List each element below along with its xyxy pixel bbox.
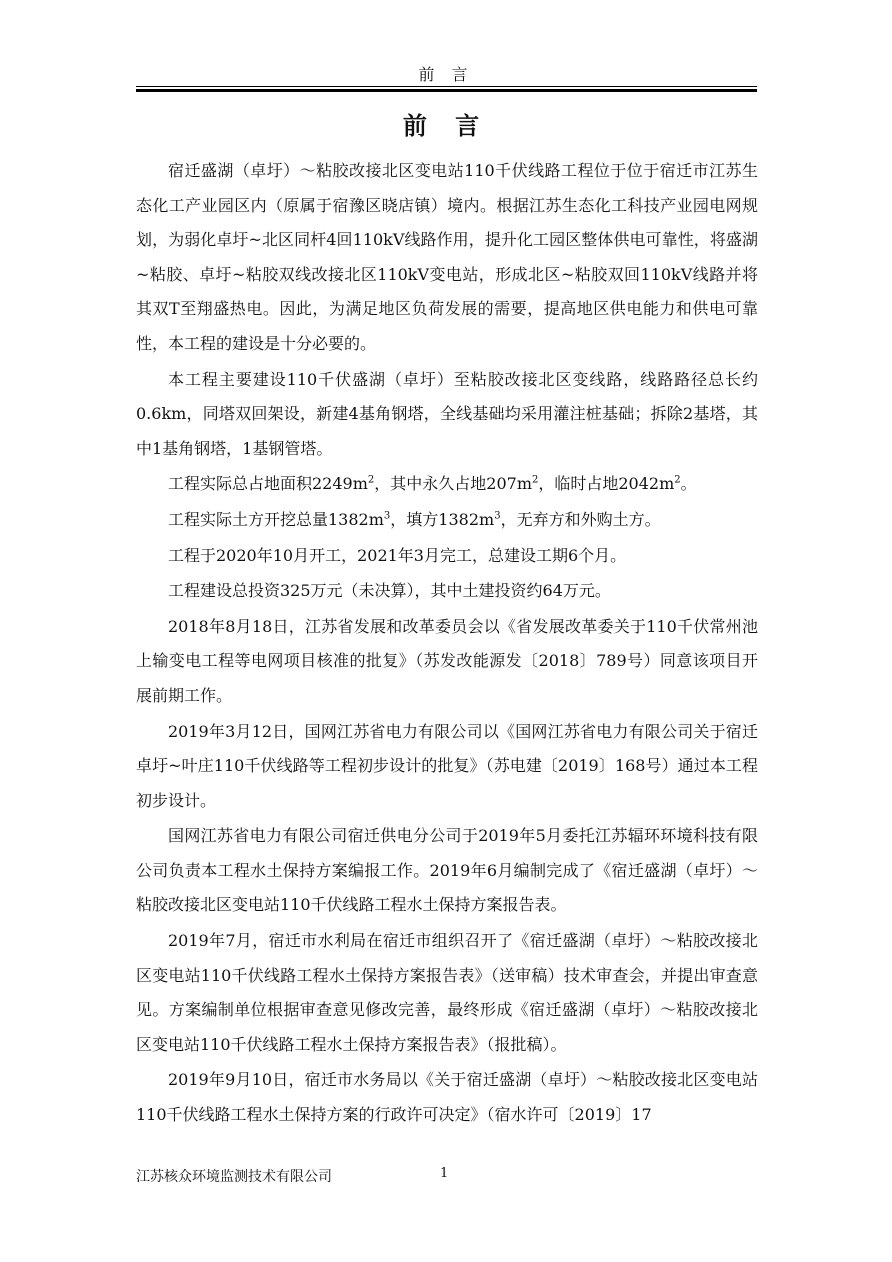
paragraph-review-meeting: 2019年7月，宿迁市水利局在宿迁市组织召开了《宿迁盛湖（卓圩）～粘胶改接北区变电站110千伏线路工程水土保持方案报告表》（送审稿）技术审查会，并提出审查意见。方案编制单位根据审查意见修改完善，最终形成《宿迁盛湖（卓圩）～粘胶改接北区变电站110千伏线路工程水土保持方案报告表》（报批稿）。 [136,931,758,1054]
paragraph-earthwork [136,503,758,538]
paragraph-commission: 国网江苏省电力有限公司宿迁供电分公司于2019年5月委托江苏辐环环境科技有限公司负责本工程水土保持方案编报工作。2019年6月编制完成了《宿迁盛湖（卓圩）～粘胶改接北区变电站110千伏线路工程水土保持方案报告表。 [136,826,758,915]
text-segment: ，无弃方和外购土方。 [500,509,661,529]
running-header: 前 言 [418,65,474,84]
paragraph-approval-2018: 2018年8月18日，江苏省发展和改革委员会以《省发展改革委关于110千伏常州池上输变电工程等电网项目核准的批复》（苏发改能源发〔2018〕789号）同意该项目开展前期工作。 [136,616,758,705]
text-segment: 工程实际土方开挖总量1382m [168,509,384,529]
paragraph-permit: 2019年9月10日，宿迁市水务局以《关于宿迁盛湖（卓圩）～粘胶改接北区变电站110千伏线路工程水土保持方案的行政许可决定》（宿水许可〔2019〕17 [136,1070,758,1125]
superscript: 2 [532,475,539,487]
text-segment: ，填方1382m [390,509,495,529]
text-segment: ，临时占地2042m [538,474,675,494]
text-segment: ，其中永久占地207m [374,474,532,494]
page-number: 1 [440,1166,449,1181]
paragraph-land-area [136,467,758,502]
paragraph-scope: 本工程主要建设110千伏盛湖（卓圩）至粘胶改接北区变线路，线路路径总长约0.6km，同塔双回架设，新建4基角钢塔，全线基础均采用灌注桩基础；拆除2基塔，其中1基角钢塔，1基钢管塔。 [136,369,758,458]
paragraph-background: 宿迁盛湖（卓圩）～粘胶改接北区变电站110千伏线路工程位于位于宿迁市江苏生态化工产业园区内（原属于宿豫区晓店镇）境内。根据江苏生态化工科技产业园电网规划，为弱化卓圩~北区同杆4回110kV线路作用，提升化工园区整体供电可靠性，将盛湖~粘胶、卓圩~粘胶双线改接北区110kV变电站，形成北区~粘胶双回110kV线路并将其双T至翔盛热电。因此，为满足地区负荷发展的需要，提高地区供电能力和供电可靠性，本工程的建设是十分必要的。 [136,161,758,353]
text-segment: 工程实际总占地面积2249m [168,474,368,494]
paragraph-design-approval: 2019年3月12日，国网江苏省电力有限公司以《国网江苏省电力有限公司关于宿迁卓圩~叶庄110千伏线路等工程初步设计的批复》（苏电建〔2019〕168号）通过本工程初步设计。 [136,721,758,810]
document-body [136,154,758,1133]
paragraph-investment: 工程建设总投资325万元（未决算），其中土建投资约64万元。 [168,581,611,601]
header-rule-thick [136,89,757,92]
superscript: 2 [367,475,375,487]
superscript: 3 [494,510,501,522]
superscript: 2 [674,475,681,487]
paragraph-schedule: 工程于2020年10月开工，2021年3月完工，总建设工期6个月。 [168,545,627,565]
footer-company: 江苏核众环境监测技术有限公司 [136,1169,332,1185]
header-rule-thin [136,86,757,87]
text-segment: 。 [680,474,697,494]
superscript: 3 [383,510,391,522]
page-title: 前 言 [402,111,490,140]
